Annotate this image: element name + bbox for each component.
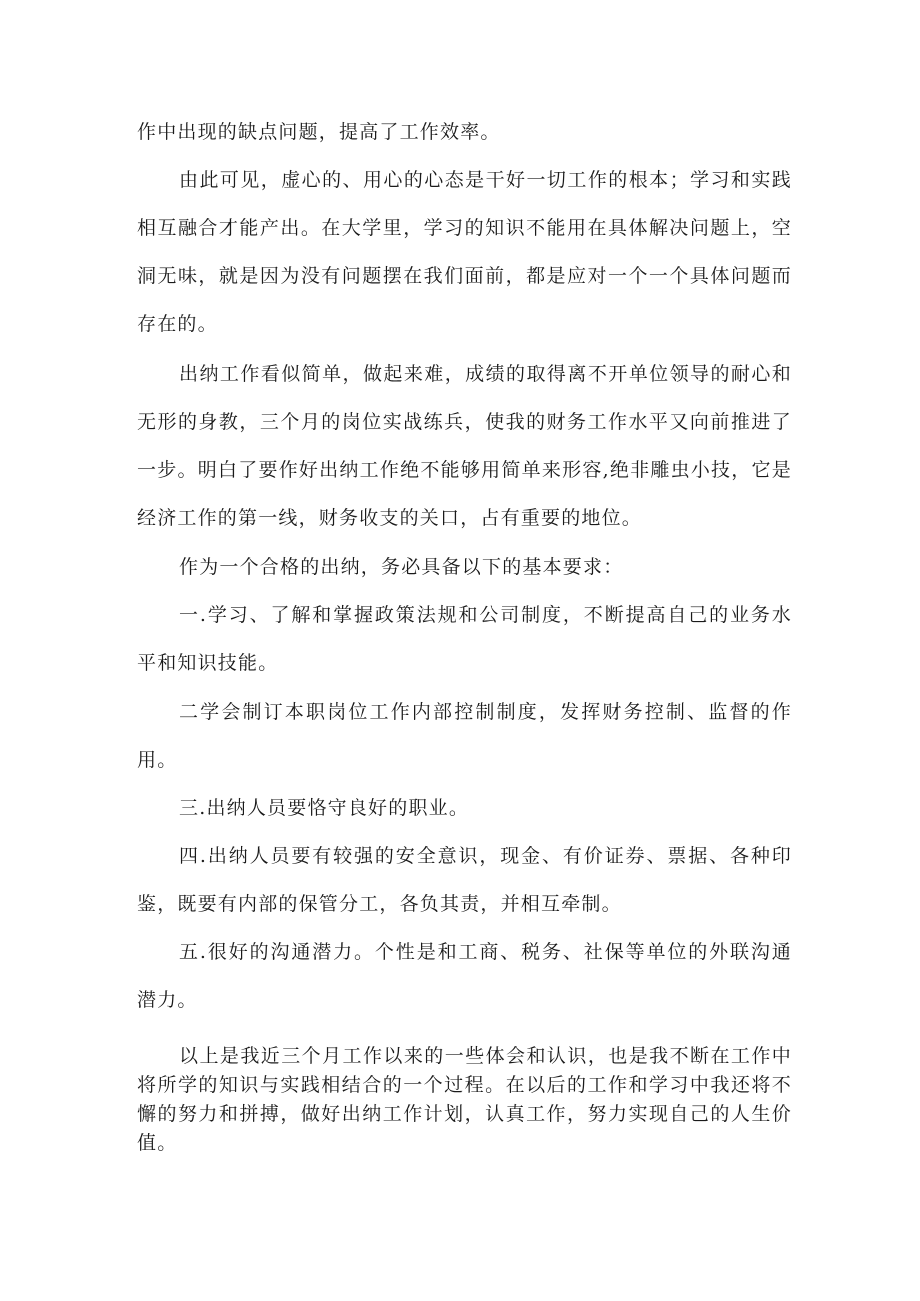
paragraph-requirement-4: 四.出纳人员要有较强的安全意识，现金、有价证券、票据、各种印鉴，既要有内部的保管分工，各负其责，并相互牵制。 <box>137 845 792 915</box>
paragraph-conclusion: 以上是我近三个月工作以来的一些体会和认识，也是我不断在工作中将所学的知识与实践相结合的一个过程。在以后的工作和学习中我还将不懈的努力和拼搏，做好出纳工作计划，认真工作，努力实现自己的人生价值。 <box>137 1045 792 1154</box>
paragraph-cashier-work: 出纳工作看似简单，做起来难，成绩的取得离不开单位领导的耐心和无形的身教，三个月的岗位实战练兵，使我的财务工作水平又向前推进了一步。明白了要作好出纳工作绝不能够用简单来形容,绝非雕虫小技，它是经济工作的第一线，财务收支的关口，占有重要的地位。 <box>137 363 792 529</box>
paragraph-requirement-5: 五.很好的沟通潜力。个性是和工商、税务、社保等单位的外联沟通潜力。 <box>137 941 792 1011</box>
paragraph-requirements-intro: 作为一个合格的出纳，务必具备以下的基本要求： <box>179 556 624 578</box>
paragraph-requirement-3: 三.出纳人员要恪守良好的职业。 <box>179 797 470 819</box>
paragraph-requirement-2: 二学会制订本职岗位工作内部控制制度，发挥财务控制、监督的作用。 <box>137 701 792 771</box>
paragraph-continuation: 作中出现的缺点问题，提高了工作效率。 <box>137 121 501 143</box>
paragraph-attitude: 由此可见，虚心的、用心的心态是干好一切工作的根本；学习和实践相互融合才能产出。在大学里，学习的知识不能用在具体解决问题上，空洞无味，就是因为没有问题摆在我们面前，都是应对一个一个具体问题而存在的。 <box>137 169 792 335</box>
paragraph-requirement-1: 一.学习、了解和掌握政策法规和公司制度，不断提高自己的业务水平和知识技能。 <box>137 604 792 674</box>
